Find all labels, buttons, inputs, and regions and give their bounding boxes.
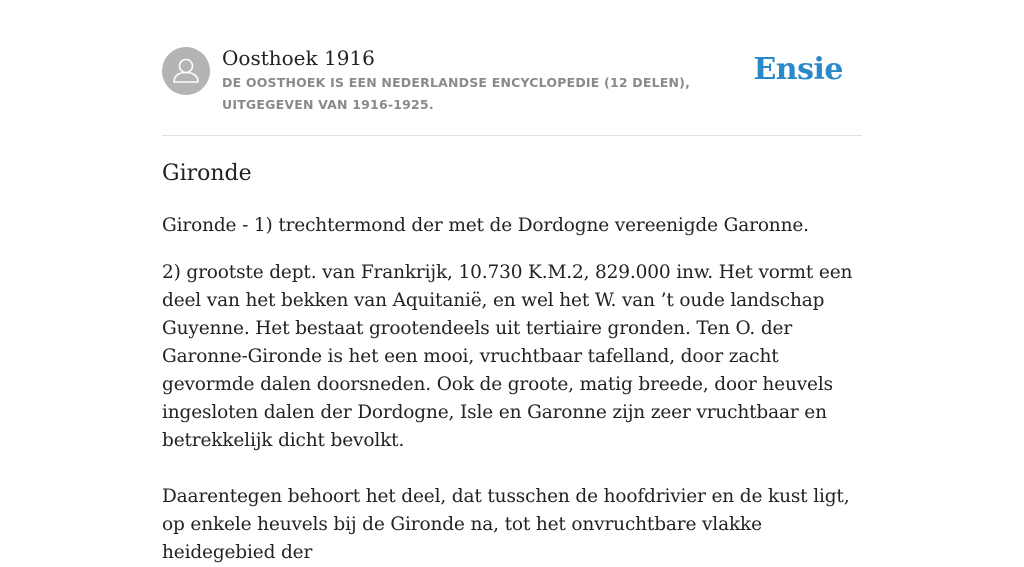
article — [162, 158, 866, 567]
article-paragraph: Daarentegen behoort het deel, dat tusschen de hoofdrivier en de kust ligt, op enkele heuvels bij de Gironde na, tot het onvruchtbare vlakke heidegebied der — [162, 486, 850, 563]
divider — [162, 135, 862, 136]
avatar[interactable] — [162, 47, 210, 95]
source-title[interactable]: Oosthoek 1916 — [222, 46, 375, 70]
article-paragraph: Gironde - 1) trechtermond der met de Dordogne vereenigde Garonne. — [162, 215, 809, 236]
source-header — [162, 44, 862, 134]
article-paragraph: 2) grootste dept. van Frankrijk, 10.730 K.M.2, 829.000 inw. Het vormt een deel van het bekken van Aquitanië, en wel het W. van ’t oude landschap Guyenne. Het bestaat grootendeels uit tertiaire gronden. Ten O. der Garonne-Gironde is het een mooi, vruchtbaar tafelland, door zacht gevormde dalen doorsneden. Ook de groote, matig breede, door heuvels ingesloten dalen der Dordogne, Isle en Garonne zijn zeer vruchtbaar en betrekkelijk dicht bevolkt. — [162, 262, 853, 451]
ensie-logo[interactable]: Ensie — [753, 52, 843, 87]
article-title: Gironde — [162, 161, 252, 186]
source-description: DE OOSTHOEK IS EEN NEDERLANDSE ENCYCLOPEDIE (12 DELEN), UITGEGEVEN VAN 1916-1925. — [222, 75, 691, 112]
user-silhouette-icon — [162, 47, 210, 95]
